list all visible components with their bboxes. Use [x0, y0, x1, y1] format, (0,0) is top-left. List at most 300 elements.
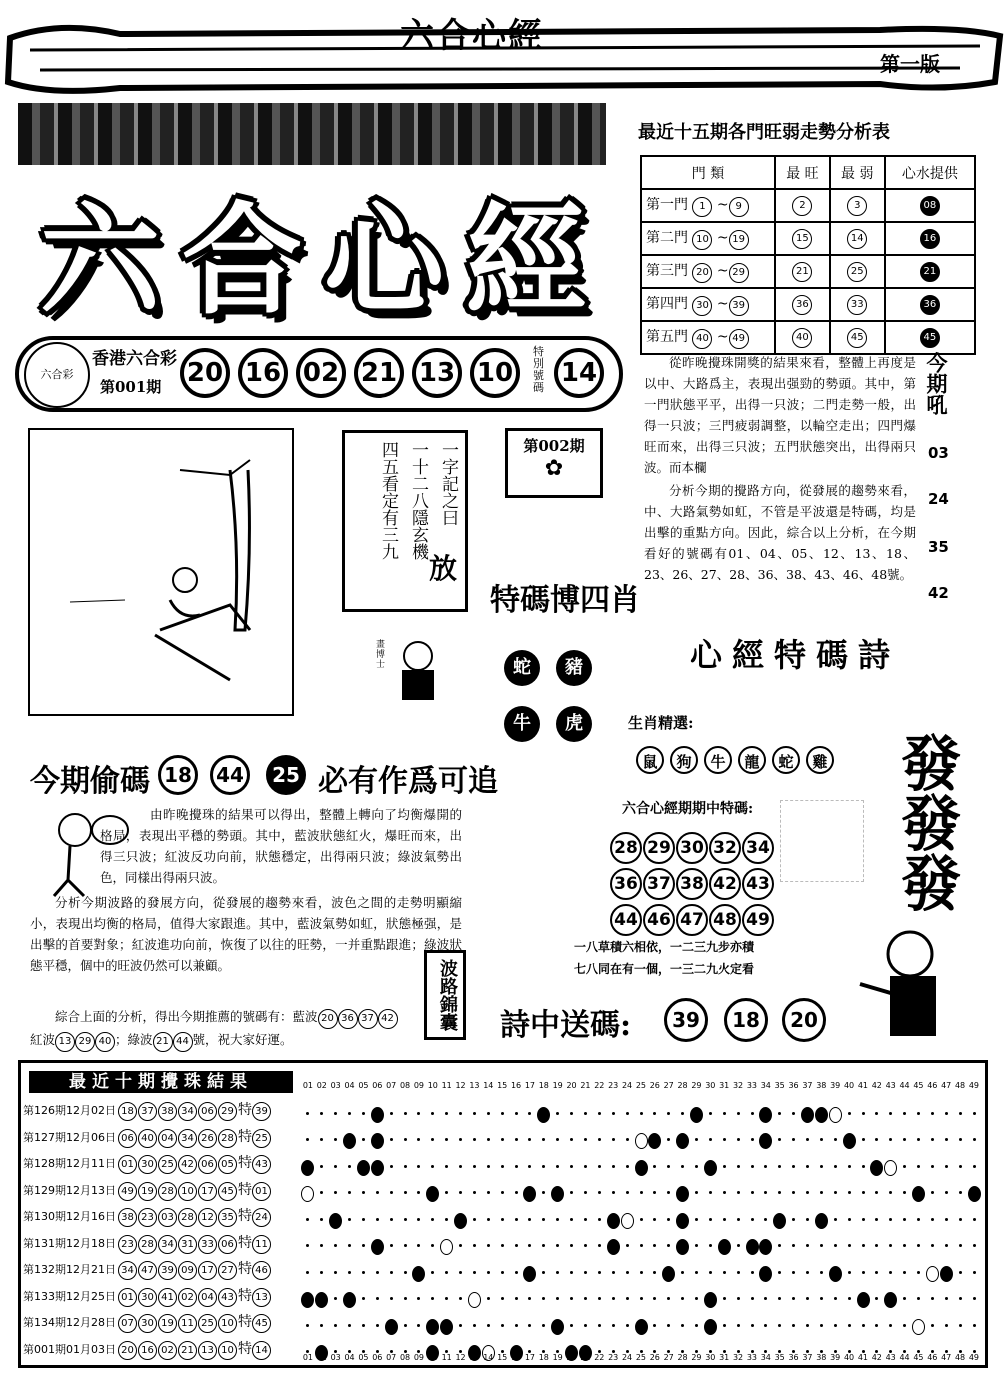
- grid-dot: [640, 1191, 643, 1194]
- grid-dot: [820, 1138, 823, 1141]
- recommend-end: 號，祝大家好運。: [192, 1032, 293, 1047]
- grid-dot: [348, 1244, 351, 1247]
- zodiac-pick: 蛇: [772, 746, 800, 774]
- cartoon-signature: 畫博士: [376, 640, 386, 670]
- cartoon-drawing: [30, 430, 288, 710]
- grid-dot: [792, 1138, 795, 1141]
- grid-dot: [806, 1191, 809, 1194]
- grid-dot: [834, 1191, 837, 1194]
- grid-dot: [959, 1112, 962, 1115]
- grid-dot: [667, 1244, 670, 1247]
- grid-dot: [542, 1271, 545, 1274]
- grid-dot: [445, 1112, 448, 1115]
- grid-number: 15: [497, 1353, 508, 1362]
- grid-dot: [417, 1324, 420, 1327]
- grid-dot: [404, 1191, 407, 1194]
- grid-dot: [473, 1138, 476, 1141]
- grid-dot: [653, 1218, 656, 1221]
- grid-dot: [751, 1271, 754, 1274]
- grid-dot: [875, 1218, 878, 1221]
- result-ball: 34: [178, 1129, 197, 1148]
- grid-number: 49: [968, 1353, 980, 1362]
- grid-number: 37: [802, 1353, 813, 1362]
- weak-number: 14: [847, 229, 867, 249]
- range-from: 10: [692, 230, 712, 250]
- grid-dot: [584, 1112, 587, 1115]
- grid-dot: [390, 1165, 393, 1168]
- grid-number: 11: [441, 1081, 452, 1090]
- issue-stamp: [505, 428, 603, 498]
- result-ball: 41: [158, 1288, 177, 1307]
- zodiac-pick: 狗: [670, 746, 698, 774]
- grid-dot: [778, 1191, 781, 1194]
- result-ball: 28: [218, 1129, 237, 1148]
- steal-recommend: [30, 1006, 420, 1052]
- range-from: 20: [692, 263, 712, 283]
- analysis-paragraph-1: 從昨晚攪珠開獎的結果來看，整體上再度是以中、大路爲主，表現出强勁的勢頭。其中，第一門狀態平平，出得一只波；二門走勢一般，出得一只波；三門疲弱調整，以輪空走出；四門爆旺而來，出得三只波；五門狀態突出，出得兩只波。而本欄: [644, 355, 916, 475]
- grid-dot: [778, 1165, 781, 1168]
- result-ball: 29: [218, 1102, 237, 1121]
- grid-dot: [973, 1271, 976, 1274]
- result-row: [23, 1338, 272, 1360]
- grid-dot: [501, 1297, 504, 1300]
- grid-dot: [612, 1165, 615, 1168]
- special-tag: 特: [238, 1102, 252, 1118]
- grid-number: 15: [497, 1081, 508, 1090]
- grid-dot: [376, 1218, 379, 1221]
- drawn-mark: [773, 1213, 786, 1229]
- drawn-mark: [635, 1319, 648, 1335]
- table-row: 第四門 30 ~ 39 36 33 36: [641, 288, 975, 321]
- grid-dot: [862, 1271, 865, 1274]
- scroll-line: 一字記之曰: [438, 441, 458, 526]
- range-from: 30: [692, 296, 712, 316]
- grid-dot: [445, 1218, 448, 1221]
- grid-dot: [667, 1324, 670, 1327]
- results-panel: [18, 1060, 988, 1368]
- grid-dot: [320, 1112, 323, 1115]
- grid-dot: [820, 1271, 823, 1274]
- result-special-ball: 45: [252, 1314, 271, 1333]
- grid-dot: [889, 1191, 892, 1194]
- grid-number: 19: [552, 1081, 563, 1090]
- grid-dot: [306, 1112, 309, 1115]
- scholar-cartoon: [850, 924, 970, 1042]
- result-ball: 06: [118, 1129, 137, 1148]
- grid-dot: [501, 1112, 504, 1115]
- grid-dot: [473, 1191, 476, 1194]
- grid-dot: [889, 1138, 892, 1141]
- grid-dot: [320, 1324, 323, 1327]
- drawn-mark: [759, 1107, 772, 1123]
- side-big-chars: 發發發: [891, 732, 961, 912]
- special-mark: [468, 1292, 481, 1308]
- drawn-mark: [815, 1213, 828, 1229]
- grid-dot: [515, 1271, 518, 1274]
- grid-dot: [764, 1191, 767, 1194]
- draw-ball: 20: [180, 348, 230, 398]
- result-row: [23, 1258, 272, 1280]
- strong-number: 15: [792, 229, 812, 249]
- grid-dot: [626, 1244, 629, 1247]
- result-issue: 第127期12月06日: [23, 1130, 116, 1144]
- grid-dot: [931, 1165, 934, 1168]
- grid-dot: [431, 1271, 434, 1274]
- grid-dot: [320, 1244, 323, 1247]
- grid-dot: [473, 1218, 476, 1221]
- result-row: [23, 1311, 272, 1333]
- grid-dot: [792, 1324, 795, 1327]
- drawn-mark: [662, 1266, 675, 1282]
- steal-slogan: 必有作爲可追: [318, 764, 498, 799]
- grid-dot: [487, 1244, 490, 1247]
- grid-dot: [612, 1191, 615, 1194]
- result-ball: 06: [198, 1102, 217, 1121]
- result-special-ball: 13: [252, 1288, 271, 1307]
- hit-ball: 29: [643, 832, 675, 864]
- grid-dot: [653, 1191, 656, 1194]
- grid-dot: [959, 1297, 962, 1300]
- grid-dot: [973, 1165, 976, 1168]
- grid-number: 04: [344, 1081, 355, 1090]
- result-special-ball: 24: [252, 1208, 271, 1227]
- recommend-label: 綜合上面的分析，得出今期推薦的號碼有：藍波: [55, 1009, 318, 1024]
- steal-paragraph-2: 分析今期波路的發展方向，從發展的趨勢來看，波色之間的走勢明顯縮小，表現出均衡的格局，值得大家跟進。其中，藍波氣勢如虹，狀態極强，是出擊的首要對象；紅波進功向前，恢復了以往的旺勢，一并重點跟進；綠波狀態平穩，個中的旺波仍然可以兼顧。: [30, 895, 462, 973]
- special-tag: 特: [238, 1128, 252, 1145]
- result-row: [23, 1152, 272, 1174]
- grid-dot: [792, 1297, 795, 1300]
- grid-dot: [459, 1297, 462, 1300]
- grid-dot: [501, 1138, 504, 1141]
- grid-dot: [528, 1138, 531, 1141]
- grid-dot: [778, 1244, 781, 1247]
- result-ball: 04: [158, 1129, 177, 1148]
- result-ball: 20: [118, 1341, 137, 1360]
- banner-title: 六合心經: [400, 16, 544, 56]
- result-ball: 10: [218, 1314, 237, 1333]
- zodiac-pick: 龍: [738, 746, 766, 774]
- grid-dot: [612, 1112, 615, 1115]
- grid-dot: [362, 1112, 365, 1115]
- skyline-photo: [18, 103, 606, 165]
- green-label: ；綠波: [115, 1032, 153, 1047]
- grid-dot: [390, 1112, 393, 1115]
- grid-dot: [612, 1138, 615, 1141]
- grid-number: 14: [483, 1353, 494, 1362]
- grid-dot: [778, 1271, 781, 1274]
- grid-dot: [431, 1112, 434, 1115]
- grid-dot: [973, 1138, 976, 1141]
- result-special-ball: 39: [252, 1102, 271, 1121]
- grid-dot: [889, 1218, 892, 1221]
- result-issue: 第001期01月03日: [23, 1342, 116, 1356]
- grid-dot: [792, 1218, 795, 1221]
- header-strong: 最 旺: [775, 156, 830, 189]
- grid-dot: [667, 1112, 670, 1115]
- grid-dot: [792, 1165, 795, 1168]
- grid-dot: [376, 1324, 379, 1327]
- grid-dot: [751, 1112, 754, 1115]
- grid-dot: [653, 1165, 656, 1168]
- grid-dot: [528, 1297, 531, 1300]
- grid-number: 01: [302, 1353, 314, 1362]
- steal-paragraph-1: 由昨晚攪珠的結果可以得出，整體上轉向了均衡爆開的格局，表現出平穩的勢頭。其中，藍波狀態紅火，爆旺而來，出得三只波；紅波反功向前，狀態穩定，出得兩只波；綠波氣勢出色，同樣出得兩只波。: [100, 807, 462, 885]
- drawn-mark: [648, 1133, 661, 1149]
- result-ball: 25: [158, 1155, 177, 1174]
- grid-dot: [348, 1112, 351, 1115]
- table-row: 第二門 10 ~ 19 15 14 16: [641, 222, 975, 255]
- grid-dot: [515, 1324, 518, 1327]
- grid-dot: [362, 1297, 365, 1300]
- grid-dot: [903, 1244, 906, 1247]
- drawn-mark: [759, 1266, 772, 1282]
- result-ball: 49: [118, 1182, 137, 1201]
- grid-number: 11: [441, 1353, 452, 1362]
- door-label: 第一門: [646, 197, 688, 213]
- grid-dot: [889, 1112, 892, 1115]
- grid-number: 29: [691, 1081, 702, 1090]
- grid-dot: [792, 1191, 795, 1194]
- grid-dot: [417, 1191, 420, 1194]
- door-label: 第三門: [646, 263, 688, 279]
- mark-six-logo: 六合彩: [24, 342, 90, 408]
- grid-number: 10: [427, 1353, 438, 1362]
- grid-dot: [875, 1112, 878, 1115]
- grid-number: 28: [677, 1353, 688, 1362]
- grid-number: 16: [510, 1353, 522, 1362]
- grid-dot: [695, 1218, 698, 1221]
- drawn-mark: [912, 1186, 925, 1202]
- result-ball: 09: [178, 1261, 197, 1280]
- special-tag: 特: [238, 1261, 252, 1277]
- grid-dot: [723, 1112, 726, 1115]
- grid-dot: [390, 1138, 393, 1141]
- grid-dot: [542, 1324, 545, 1327]
- grid-dot: [973, 1324, 976, 1327]
- grid-dot: [820, 1165, 823, 1168]
- grid-dot: [737, 1218, 740, 1221]
- hit-ball: 30: [676, 832, 708, 864]
- grid-number: 35: [774, 1081, 785, 1090]
- grid-dot: [917, 1138, 920, 1141]
- grid-number: 09: [413, 1353, 425, 1362]
- range-to: 19: [729, 230, 749, 250]
- hit-grid: [610, 832, 780, 936]
- special-mark: [926, 1266, 939, 1282]
- draw-issue: 第001期: [100, 378, 162, 396]
- grid-dot: [515, 1218, 518, 1221]
- doctor-cartoon: [390, 634, 446, 704]
- scroll-line: 四五看定有三九: [378, 441, 398, 560]
- table-row: 第一門 1 ~ 9 2 3 08: [641, 189, 975, 222]
- grid-number: 05: [358, 1081, 369, 1090]
- pick-number: 16: [920, 229, 940, 249]
- grid-number: 02: [316, 1081, 327, 1090]
- drawn-mark: [884, 1292, 897, 1308]
- result-ball: 19: [138, 1182, 157, 1201]
- grid-dot: [404, 1297, 407, 1300]
- grid-dot: [889, 1271, 892, 1274]
- grid-dot: [959, 1165, 962, 1168]
- hit-ball: 37: [643, 868, 675, 900]
- result-ball: 25: [198, 1314, 217, 1333]
- drawn-mark: [371, 1160, 384, 1176]
- drawn-mark: [607, 1239, 620, 1255]
- drawn-mark: [870, 1160, 883, 1176]
- grid-dot: [723, 1271, 726, 1274]
- grid-dot: [556, 1271, 559, 1274]
- special-tag: 特: [238, 1234, 252, 1251]
- grid-number: 49: [968, 1081, 980, 1090]
- grid-dot: [515, 1297, 518, 1300]
- grid-dot: [709, 1191, 712, 1194]
- draw-ball: 13: [412, 348, 462, 398]
- drawn-mark: [718, 1239, 731, 1255]
- result-issue: 第129期12月13日: [23, 1183, 116, 1197]
- grid-dot: [598, 1138, 601, 1141]
- grid-dot: [459, 1324, 462, 1327]
- result-special-ball: 25: [252, 1129, 271, 1148]
- grid-dot: [973, 1244, 976, 1247]
- grid-dot: [834, 1297, 837, 1300]
- result-ball: 38: [158, 1102, 177, 1121]
- hit-ball: 44: [610, 904, 642, 936]
- grid-dot: [570, 1112, 573, 1115]
- grid-dot: [431, 1297, 434, 1300]
- drawn-mark: [385, 1319, 398, 1335]
- grid-dot: [404, 1112, 407, 1115]
- grid-number: 44: [899, 1353, 910, 1362]
- grid-number: 34: [760, 1081, 771, 1090]
- grid-dot: [417, 1165, 420, 1168]
- grid-dot: [348, 1165, 351, 1168]
- result-ball: 31: [178, 1235, 197, 1254]
- grid-dot: [306, 1271, 309, 1274]
- grid-number: 13: [469, 1081, 480, 1090]
- grid-dot: [501, 1324, 504, 1327]
- grid-number: 20: [566, 1081, 577, 1090]
- result-ball: 12: [198, 1208, 217, 1227]
- grid-dot: [695, 1297, 698, 1300]
- result-issue: 第133期12月25日: [23, 1289, 116, 1303]
- drawn-mark: [454, 1213, 467, 1229]
- grid-dot: [556, 1297, 559, 1300]
- hit-ball: 42: [709, 868, 741, 900]
- grid-dot: [598, 1324, 601, 1327]
- weak-number: 3: [847, 196, 867, 216]
- grid-dot: [306, 1218, 309, 1221]
- grid-dot: [848, 1271, 851, 1274]
- strong-number: 36: [792, 295, 812, 315]
- grid-number: 24: [621, 1081, 633, 1090]
- result-ball: 18: [118, 1102, 137, 1121]
- grid-dot: [626, 1191, 629, 1194]
- grid-number: 26: [649, 1081, 660, 1090]
- grid-number: 39: [830, 1353, 841, 1362]
- special-tag: 特: [238, 1208, 252, 1224]
- result-ball: 17: [198, 1182, 217, 1201]
- grid-number: 38: [816, 1353, 827, 1362]
- drawn-mark: [357, 1160, 370, 1176]
- grid-dot: [320, 1138, 323, 1141]
- grid-dot: [570, 1244, 573, 1247]
- grid-number: 46: [927, 1353, 938, 1362]
- result-special-ball: 43: [252, 1155, 271, 1174]
- result-ball: 16: [138, 1341, 157, 1360]
- grid-dot: [473, 1165, 476, 1168]
- grid-dot: [459, 1191, 462, 1194]
- hit-ball: 49: [742, 904, 774, 936]
- pick-number: 45: [920, 328, 940, 348]
- result-row: [23, 1126, 272, 1148]
- grid-dot: [806, 1165, 809, 1168]
- special-mark: [829, 1107, 842, 1123]
- grid-dot: [459, 1271, 462, 1274]
- grid-dot: [473, 1112, 476, 1115]
- result-ball: 28: [178, 1208, 197, 1227]
- grid-dot: [764, 1165, 767, 1168]
- grid-dot: [875, 1297, 878, 1300]
- result-ball: 37: [138, 1102, 157, 1121]
- grid-dot: [917, 1297, 920, 1300]
- grid-dot: [362, 1218, 365, 1221]
- grid-number: 31: [719, 1081, 730, 1090]
- grid-dot: [737, 1324, 740, 1327]
- grid-dot: [445, 1191, 448, 1194]
- grid-dot: [723, 1191, 726, 1194]
- drawn-mark: [968, 1186, 981, 1202]
- red-number: 40: [95, 1032, 115, 1052]
- grid-number: 26: [649, 1353, 660, 1362]
- grid-dot: [376, 1191, 379, 1194]
- grid-dot: [959, 1191, 962, 1194]
- grid-dot: [487, 1324, 490, 1327]
- grid-dot: [556, 1112, 559, 1115]
- grid-dot: [584, 1297, 587, 1300]
- grid-dot: [723, 1324, 726, 1327]
- grid-dot: [681, 1165, 684, 1168]
- grid-number: 10: [427, 1081, 438, 1090]
- grid-dot: [792, 1112, 795, 1115]
- analysis-paragraph-2: 分析今期的攪路方向，從發展的趨勢來看，中、大路氣勢如虹，不管是平波還是特碼，均是出擊的重點方向。因此，綜合以上分析，在今期看好的號碼有01、04、05、12、13、18、23、26、27、28、36、38、43、46、48號。: [644, 483, 916, 582]
- red-number: 13: [55, 1032, 75, 1052]
- result-issue: 第128期12月11日: [23, 1157, 116, 1170]
- grid-dot: [306, 1324, 309, 1327]
- grid-dot: [834, 1138, 837, 1141]
- grid-dot: [417, 1218, 420, 1221]
- grid-number: 28: [677, 1081, 688, 1090]
- grid-dot: [570, 1218, 573, 1221]
- grid-dot: [445, 1138, 448, 1141]
- result-ball: 33: [198, 1235, 217, 1254]
- strong-number: 40: [792, 328, 812, 348]
- result-ball: 05: [218, 1155, 237, 1174]
- grid-dot: [903, 1324, 906, 1327]
- grid-dot: [320, 1165, 323, 1168]
- grid-dot: [570, 1191, 573, 1194]
- grid-number: 18: [538, 1353, 549, 1362]
- grid-dot: [459, 1165, 462, 1168]
- grid-dot: [681, 1271, 684, 1274]
- grid-dot: [667, 1165, 670, 1168]
- grid-dot: [945, 1297, 948, 1300]
- grid-number: 22: [594, 1081, 605, 1090]
- result-ball: 19: [158, 1314, 177, 1333]
- pick-number: 21: [920, 262, 940, 282]
- grid-dot: [640, 1271, 643, 1274]
- grid-dot: [320, 1191, 323, 1194]
- grid-dot: [737, 1191, 740, 1194]
